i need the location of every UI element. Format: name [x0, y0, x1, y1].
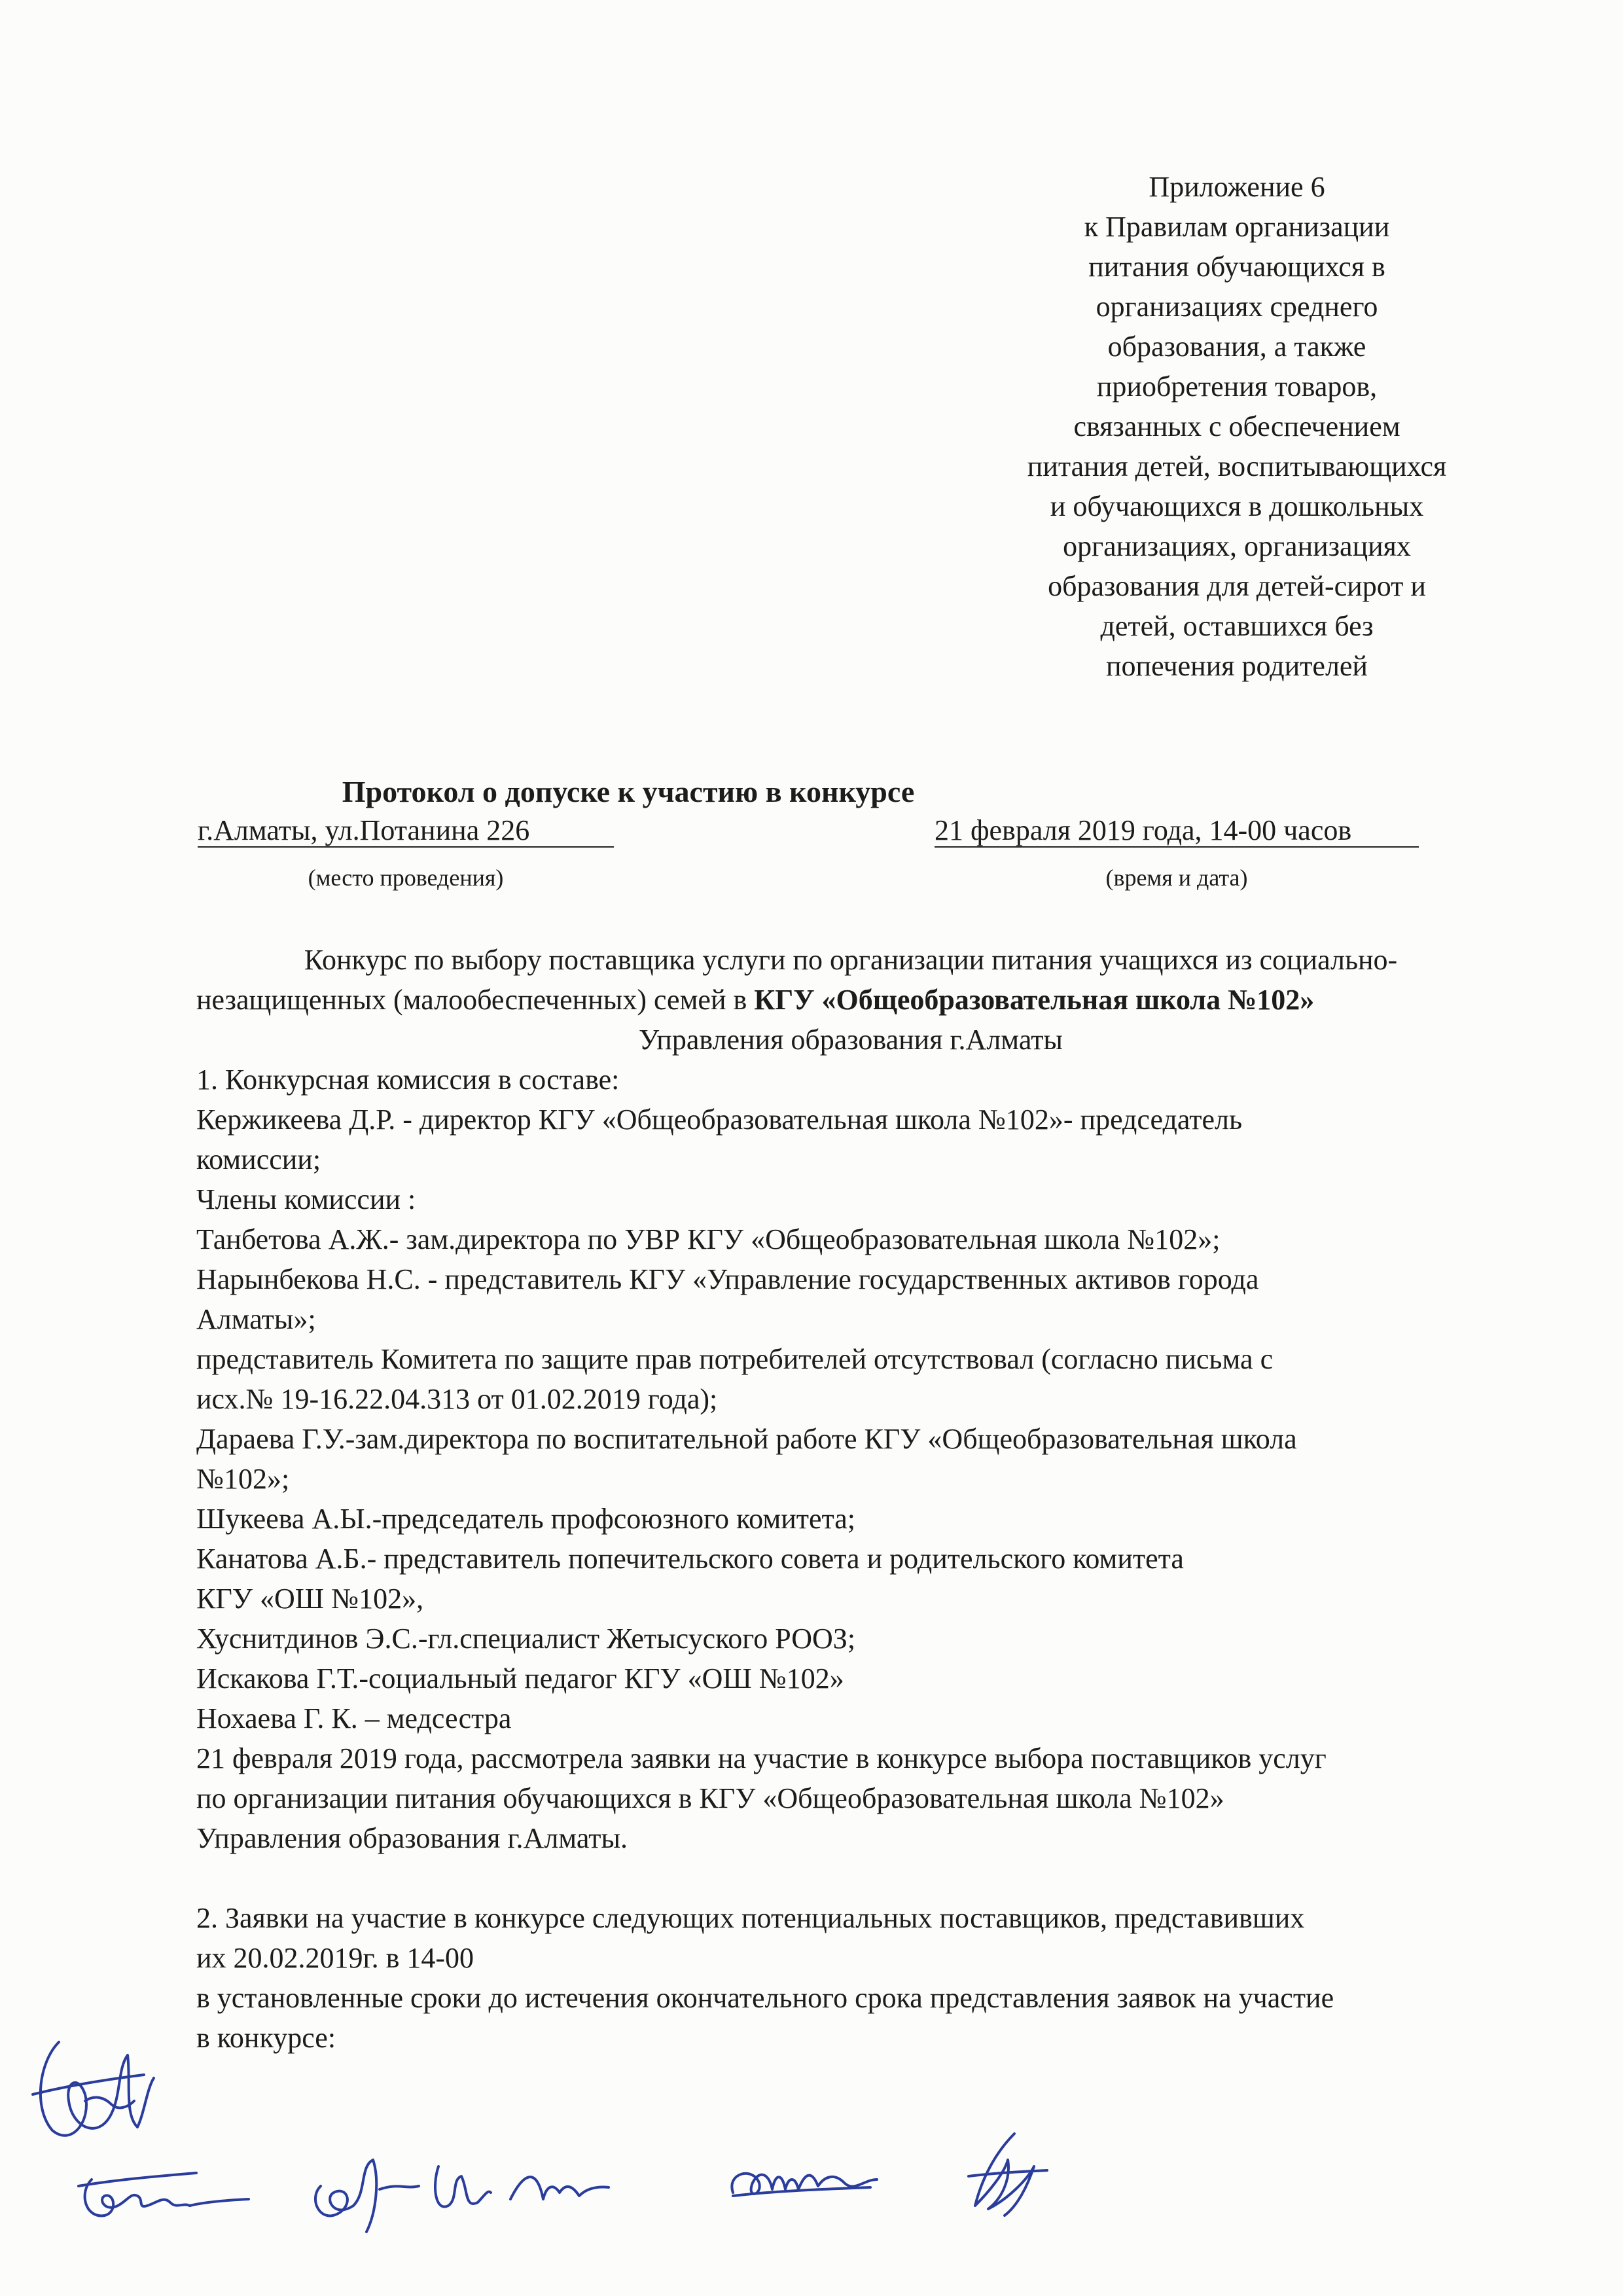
section1-line: Нарынбекова Н.С. - представитель КГУ «Управление государственных активов города	[196, 1263, 1259, 1295]
appendix-line: образования, а также	[1107, 331, 1366, 363]
appendix-line: связанных с обеспечением	[1073, 410, 1400, 442]
section1-line: 21 февраля 2019 года, рассмотрела заявки на участие в конкурсе выбора поставщиков услуг	[196, 1742, 1327, 1774]
appendix-line: питания обучающихся в	[1088, 251, 1385, 283]
section2-line: в конкурсе:	[196, 2022, 336, 2054]
section1-line: Танбетова А.Ж.- зам.директора по УВР КГУ «Общеобразовательная школа №102»;	[196, 1223, 1221, 1255]
appendix-line: приобретения товаров,	[1096, 370, 1378, 403]
appendix-line: и обучающихся в дошкольных	[1050, 490, 1424, 522]
section1-line: Нохаева Г. К. – медсестра	[196, 1702, 512, 1734]
section1-line: по организации питания обучающихся в КГУ «Общеобразовательная школа №102»	[196, 1782, 1224, 1814]
section1-line: Искакова Г.Т.-социальный педагог КГУ «ОШ №102»	[196, 1662, 844, 1695]
section1-line: КГУ «ОШ №102»,	[196, 1583, 424, 1615]
section1-line: комиссии;	[196, 1143, 321, 1175]
section1-line: исх.№ 19-16.22.04.313 от 01.02.2019 года);	[196, 1383, 718, 1415]
appendix-line: питания детей, воспитывающихся	[1027, 450, 1447, 482]
intro-line: незащищенных (малообеспеченных) семей в КГУ «Общеобразовательная школа №102»	[196, 984, 1315, 1016]
section1-line: Алматы»;	[196, 1303, 316, 1335]
paragraph-gap	[196, 1858, 1505, 1898]
section2-line: в установленные сроки до истечения окончательного срока представления заявок на участие	[196, 1982, 1334, 2014]
section1-line: Кержикеева Д.Р. - директор КГУ «Общеобразовательная школа №102»- председатель	[196, 1103, 1243, 1136]
section1-line: представитель Комитета по защите прав потребителей отсутствовал (согласно письма с	[196, 1343, 1274, 1375]
section1-line: 1. Конкурсная комиссия в составе:	[196, 1064, 620, 1096]
signature-1	[65, 2140, 262, 2238]
appendix-line: Приложение 6	[1149, 171, 1325, 203]
protocol-title: Протокол о допуске к участию в конкурсе	[342, 775, 915, 808]
section1-line: Шукеева А.Ы.-председатель профсоюзного комитета;	[196, 1503, 856, 1535]
section1-line: №102»;	[196, 1463, 290, 1495]
datetime-caption: (время и дата)	[1105, 865, 1248, 891]
intro-line: Конкурс по выбору поставщика услуги по организации питания учащихся из социально-	[304, 944, 1398, 976]
protocol-body	[196, 940, 1505, 2058]
section2-line: их 20.02.2019г. в 14-00	[196, 1942, 474, 1974]
appendix-block	[969, 167, 1505, 686]
appendix-line: к Правилам организации	[1084, 211, 1390, 243]
place-underline	[198, 846, 614, 848]
school-name: КГУ «Общеобразовательная школа №102»	[754, 984, 1315, 1016]
signature-2	[294, 2127, 635, 2245]
section1-line: Члены комиссии :	[196, 1183, 416, 1215]
section2-line: 2. Заявки на участие в конкурсе следующих потенциальных поставщиков, представивших	[196, 1902, 1305, 1934]
signature-3	[707, 2134, 890, 2225]
appendix-line: образования для детей-сирот и	[1048, 570, 1426, 602]
section1-line: Управления образования г.Алматы.	[196, 1822, 628, 1854]
intro-line: Управления образования г.Алматы	[638, 1024, 1063, 1056]
section1-line: Дараева Г.У.-зам.директора по воспитательной работе КГУ «Общеобразовательная школа	[196, 1423, 1297, 1455]
appendix-line: попечения родителей	[1106, 650, 1368, 682]
place-value: г.Алматы, ул.Потанина 226	[198, 814, 530, 846]
place-caption: (место проведения)	[308, 865, 504, 891]
appendix-line: детей, оставшихся без	[1100, 610, 1374, 642]
appendix-line: организациях, организациях	[1063, 530, 1411, 562]
datetime-underline	[935, 846, 1419, 848]
datetime-value: 21 февраля 2019 года, 14-00 часов	[935, 814, 1352, 846]
section1-line: Канатова А.Б.- представитель попечительского совета и родительского комитета	[196, 1543, 1184, 1575]
signature-4	[942, 2121, 1060, 2225]
appendix-line: организациях среднего	[1096, 291, 1378, 323]
section1-line: Хуснитдинов Э.С.-гл.специалист Жетысуского РООЗ;	[196, 1623, 856, 1655]
